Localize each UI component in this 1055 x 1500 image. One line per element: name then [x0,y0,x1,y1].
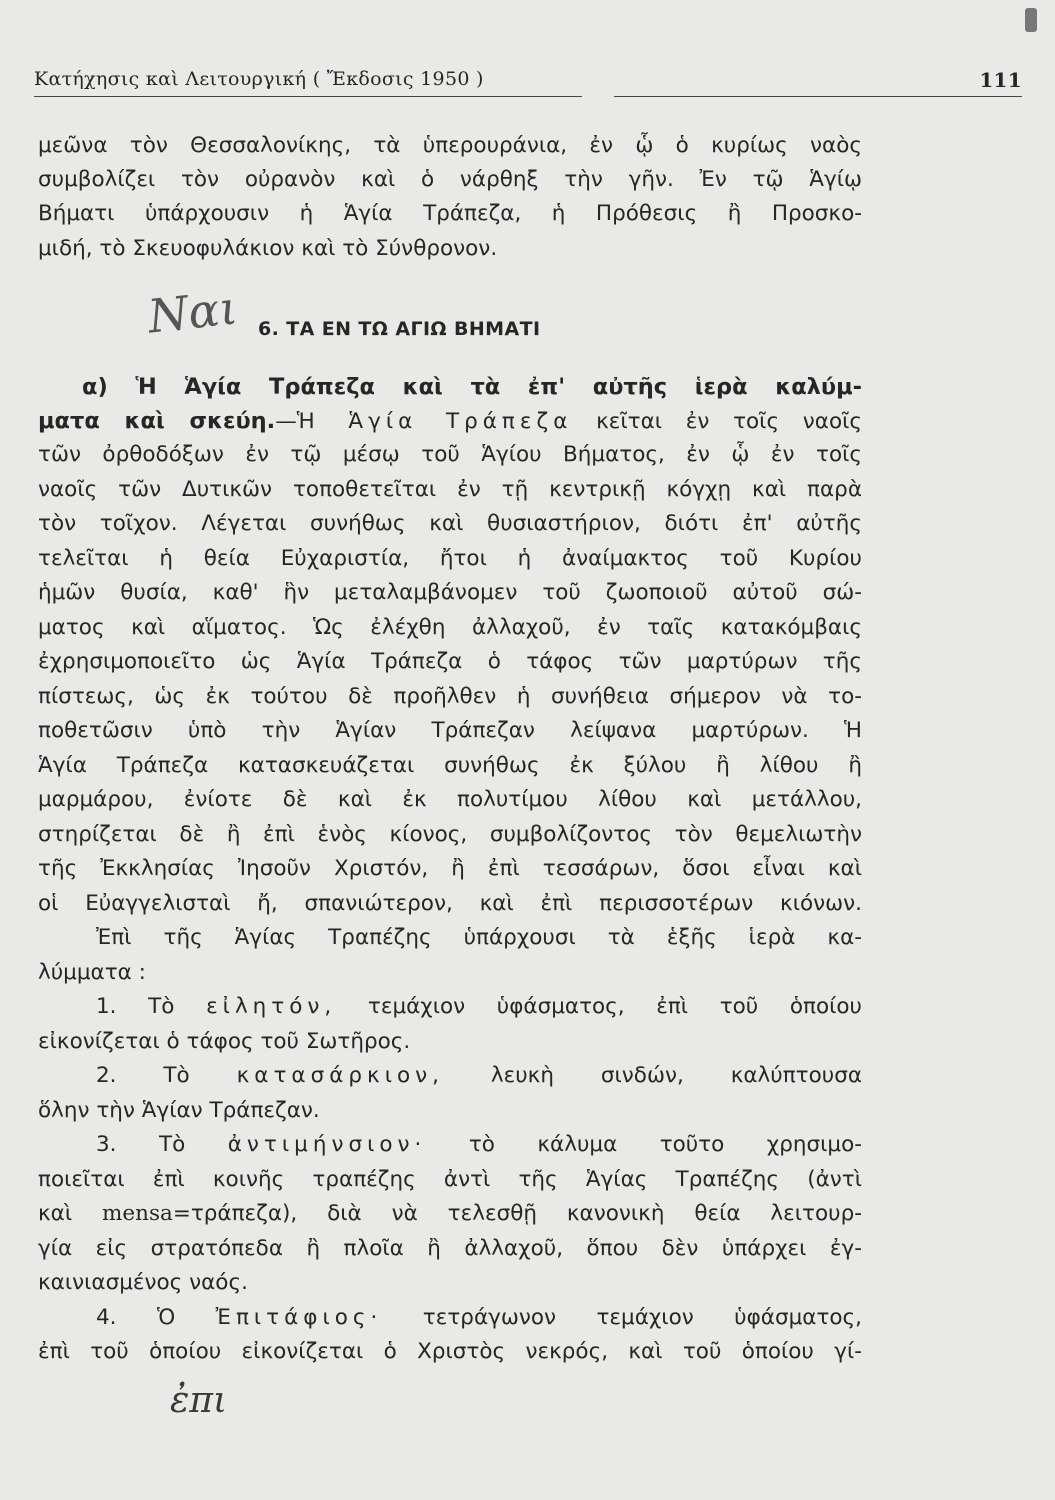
header-rule [614,96,1022,97]
em-dash: — [275,409,297,434]
item-number: 4. Ὁ [96,1305,176,1330]
list-item [96,1303,862,1333]
text-line: οἱ Εὐαγγελισταὶ ἤ, σπανιώτερον, καὶ ἐπὶ περισσοτέρων κιόνων. [38,891,862,916]
text-line: μαρμάρου, ἐνίοτε δὲ καὶ ἐκ πολυτίμου λίθου καὶ μετάλλου, [38,787,862,812]
spaced-term: Ἡ Ἁγία Τράπεζα [296,409,573,434]
text-line: συμβολίζει τὸν οὐρανὸν καὶ ὁ νάρθηξ τὴν γῆν. Ἐν τῷ Ἁγίῳ [38,167,862,192]
text-line [38,1199,862,1229]
section-heading: 6. ΤΑ ΕΝ ΤΩ ΑΓΙΩ ΒΗΜΑΤΙ [258,318,541,340]
spaced-term: εἰλητόν, [206,994,337,1019]
text-line: λύμματα : [38,960,146,985]
running-title: Κατήχησις καὶ Λειτουργική ( Ἔκδοσις 1950 ) [34,68,484,90]
text-line: τελεῖται ἡ θεία Εὐχαριστία, ἤτοι ἡ ἀναίμακτος τοῦ Κυρίου [38,546,862,571]
item-number: 2. Τὸ [96,1063,190,1088]
handwritten-annotation: Ναι [145,280,240,344]
text-line [38,406,862,437]
scan-mark [1025,8,1037,32]
text-run: τὸ κάλυμα τοῦτο χρησιμο- [426,1132,862,1157]
text-run: =τράπεζα), διὰ νὰ τελεσθῇ κανονικὴ θεία λειτουρ- [172,1201,862,1226]
text-line: τῆς Ἐκκλησίας Ἰησοῦν Χριστόν, ἢ ἐπὶ τεσσάρων, ὅσοι εἶναι καὶ [38,856,862,881]
text-run: τεμάχιον ὑφάσματος, ἐπὶ τοῦ ὁποίου [336,994,862,1019]
list-item [96,992,862,1022]
text-line: ἐπὶ τοῦ ὁποίου εἰκονίζεται ὁ Χριστὸς νεκρός, καὶ τοῦ ὁποίου γί- [38,1339,862,1364]
spaced-term: κατασάρκιον, [236,1063,444,1088]
header-rule [34,96,582,97]
text-line: μιδή, τὸ Σκευοφυλάκιον καὶ τὸ Σύνθρονον. [38,236,498,261]
spaced-term: Ἐπιτάφιος· [215,1305,383,1330]
subsection-title: α) Ἡ Ἁγία Τράπεζα καὶ τὰ ἐπ' αὐτῆς ἱερὰ καλύμ- [82,374,862,400]
item-number: 1. Τὸ [96,994,175,1019]
handwritten-footer: ἐπι [170,1380,228,1421]
text-run: κεῖται ἐν τοῖς ναοῖς [572,409,862,434]
latin-word: mensa [102,1201,173,1226]
text-line: Βήματι ὑπάρχουσιν ἡ Ἁγία Τράπεζα, ἡ Πρόθεσις ἢ Προσκο- [38,201,862,226]
list-item [96,1061,862,1091]
text-line: ἡμῶν θυσία, καθ' ἣν μεταλαμβάνομεν τοῦ ζωοποιοῦ αὐτοῦ σώ- [38,580,862,605]
text-line: ἐχρησιμοποιεῖτο ὡς Ἁγία Τράπεζα ὁ τάφος τῶν μαρτύρων τῆς [38,649,862,674]
text-line: γία εἰς στρατόπεδα ἢ πλοῖα ἢ ἀλλαχοῦ, ὅπου δὲν ὑπάρχει ἐγ- [38,1236,862,1261]
text-line: ναοῖς τῶν Δυτικῶν τοποθετεῖται ἐν τῇ κεντρικῇ κόγχῃ καὶ παρὰ [38,477,862,502]
text-run: τετράγωνον τεμάχιον ὑφάσματος, [382,1305,862,1330]
text-line: καινιασμένος ναός. [38,1270,248,1295]
text-line: Ἁγία Τράπεζα κατασκευάζεται συνήθως ἐκ ξύλου ἢ λίθου ἢ [38,753,862,778]
text-line: ποθετῶσιν ὑπὸ τὴν Ἁγίαν Τράπεζαν λείψανα μαρτύρων. Ἡ [38,718,862,743]
text-line: τῶν ὀρθοδόξων ἐν τῷ μέσῳ τοῦ Ἁγίου Βήματος, ἐν ᾧ ἐν τοῖς [38,442,862,467]
spaced-term: ἀντιμήνσιον· [227,1132,427,1157]
list-item [96,1130,862,1160]
item-number: 3. Τὸ [96,1132,186,1157]
text-line: Ἐπὶ τῆς Ἁγίας Τραπέζης ὑπάρχουσι τὰ ἑξῆς ἱερὰ κα- [96,925,862,950]
text-line: ποιεῖται ἐπὶ κοινῆς τραπέζης ἀντὶ τῆς Ἁγίας Τραπέζης (ἀντὶ [38,1167,862,1192]
text-run: καὶ [38,1201,102,1226]
text-line: στηρίζεται δὲ ἢ ἐπὶ ἑνὸς κίονος, συμβολίζοντος τὸν θεμελιωτὴν [38,822,862,847]
text-run: λευκὴ σινδών, καλύπτουσα [443,1063,862,1088]
text-line: μεῶνα τὸν Θεσσαλονίκης, τὰ ὑπερουράνια, ἐν ᾧ ὁ κυρίως ναὸς [38,133,862,158]
text-line: ὅλην τὴν Ἁγίαν Τράπεζαν. [38,1098,320,1123]
text-line: τὸν τοῖχον. Λέγεται συνήθως καὶ θυσιαστήριον, διότι ἐπ' αὐτῆς [38,511,862,536]
page-number: 111 [979,68,1022,92]
text-line: ματος καὶ αἵματος. Ὡς ἐλέχθη ἀλλαχοῦ, ἐν ταῖς κατακόμβαις [38,615,862,640]
subsection-title-end: ματα καὶ σκεύη. [38,408,276,434]
text-line: πίστεως, ὡς ἐκ τούτου δὲ προῆλθεν ἡ συνήθεια σήμερον νὰ το- [38,684,862,709]
text-line: εἰκονίζεται ὁ τάφος τοῦ Σωτῆρος. [38,1029,411,1054]
running-header [34,62,1022,98]
